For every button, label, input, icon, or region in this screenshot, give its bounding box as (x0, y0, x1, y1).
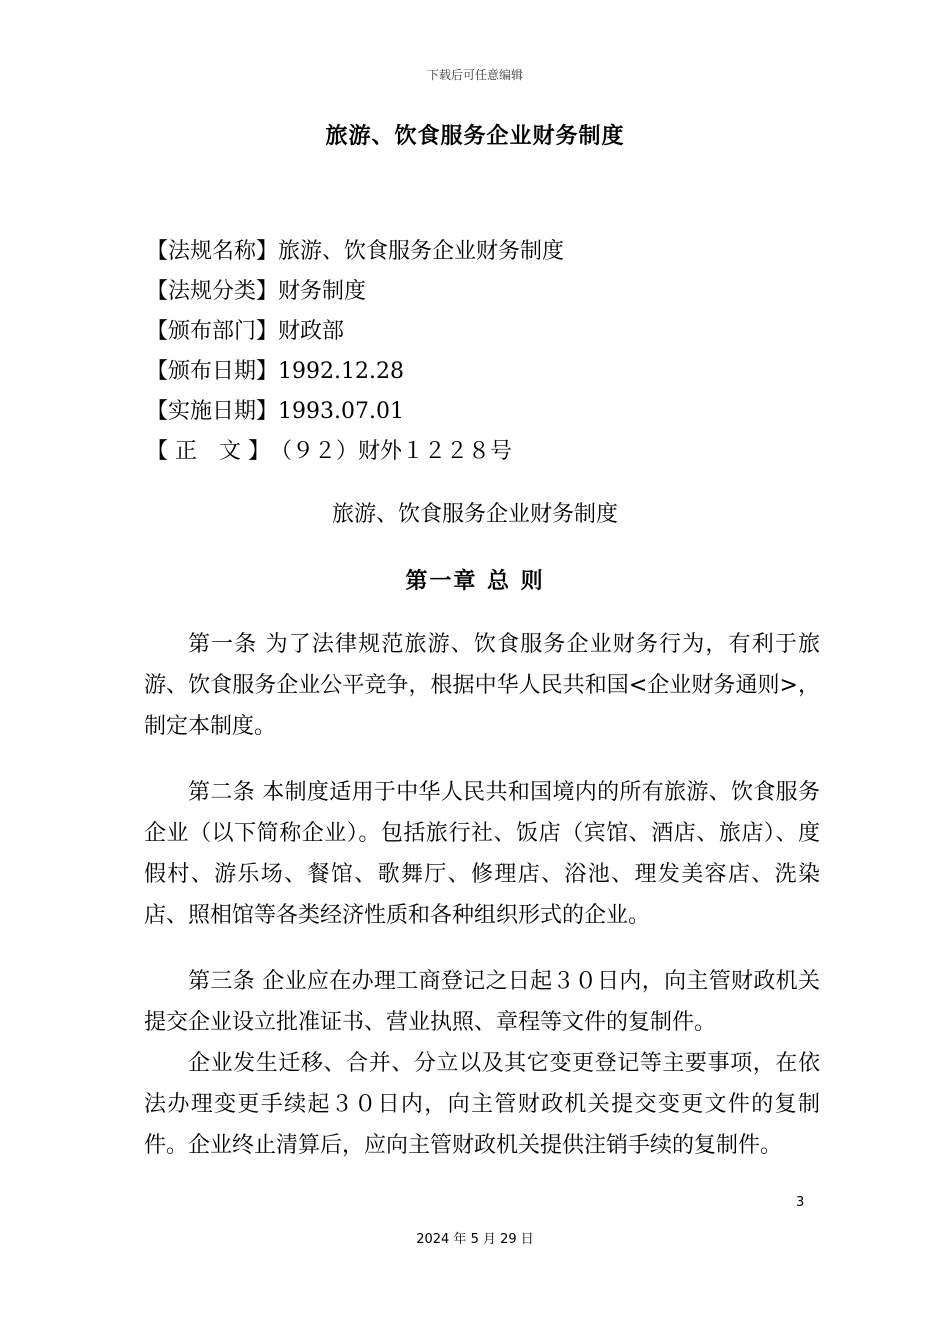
meta-key: 【法规分类】 (146, 279, 279, 304)
section-subtitle: 旅游、饮食服务企业财务制度 (331, 502, 618, 527)
meta-row-name (146, 232, 846, 272)
meta-key: 【 正 文 】 (146, 439, 270, 464)
meta-key: 【法规名称】 (146, 239, 279, 264)
meta-row-category (146, 272, 846, 312)
page-number: 3 (796, 1195, 805, 1210)
meta-key: 【颁布部门】 (146, 319, 279, 344)
meta-value: 1993.07.01 (278, 399, 404, 424)
meta-key: 【实施日期】 (146, 399, 279, 424)
meta-row-text (146, 432, 846, 472)
footer-date: 2024 年 5 月 29 日 (416, 1232, 534, 1247)
meta-row-effective-date (146, 392, 846, 432)
meta-row-issue-date (146, 352, 846, 392)
article-1: 第一条 为了法律规范旅游、饮食服务企业财务行为，有利于旅游、饮食服务企业公平竞争，根据中华人民共和国<企业财务通则>，制定本制度。 (144, 632, 820, 739)
meta-value: 1992.12.28 (278, 359, 404, 384)
meta-value: （９２）财外１２２８号 (270, 439, 513, 464)
document-title: 旅游、饮食服务企业财务制度 (325, 124, 625, 149)
article-2: 第二条 本制度适用于中华人民共和国境内的所有旅游、饮食服务企业（以下简称企业）。包括旅行社、饭店（宾馆、酒店、旅店）、度假村、游乐场、餐馆、歌舞厅、修理店、浴池、理发美容店、洗染店、照相馆等各类经济性质和各种组织形式的企业。 (144, 780, 820, 928)
article-3: 第三条 企业应在办理工商登记之日起３０日内，向主管财政机关提交企业设立批准证书、营业执照、章程等文件的复制件。 (144, 969, 820, 1035)
article-3-continued: 企业发生迁移、合并、分立以及其它变更登记等主要事项，在依法办理变更手续起３０日内，向主管财政机关提交变更文件的复制件。企业终止清算后，应向主管财政机关提供注销手续的复制件。 (144, 1051, 820, 1158)
meta-value: 财政部 (278, 319, 345, 344)
meta-value: 财务制度 (278, 279, 367, 304)
header-note: 下载后可任意编辑 (426, 68, 523, 82)
chapter-heading: 第一章 总 则 (405, 569, 545, 594)
meta-value: 旅游、饮食服务企业财务制度 (278, 239, 565, 264)
regulation-metadata (146, 232, 846, 472)
meta-key: 【颁布日期】 (146, 359, 279, 384)
meta-row-department (146, 312, 846, 352)
